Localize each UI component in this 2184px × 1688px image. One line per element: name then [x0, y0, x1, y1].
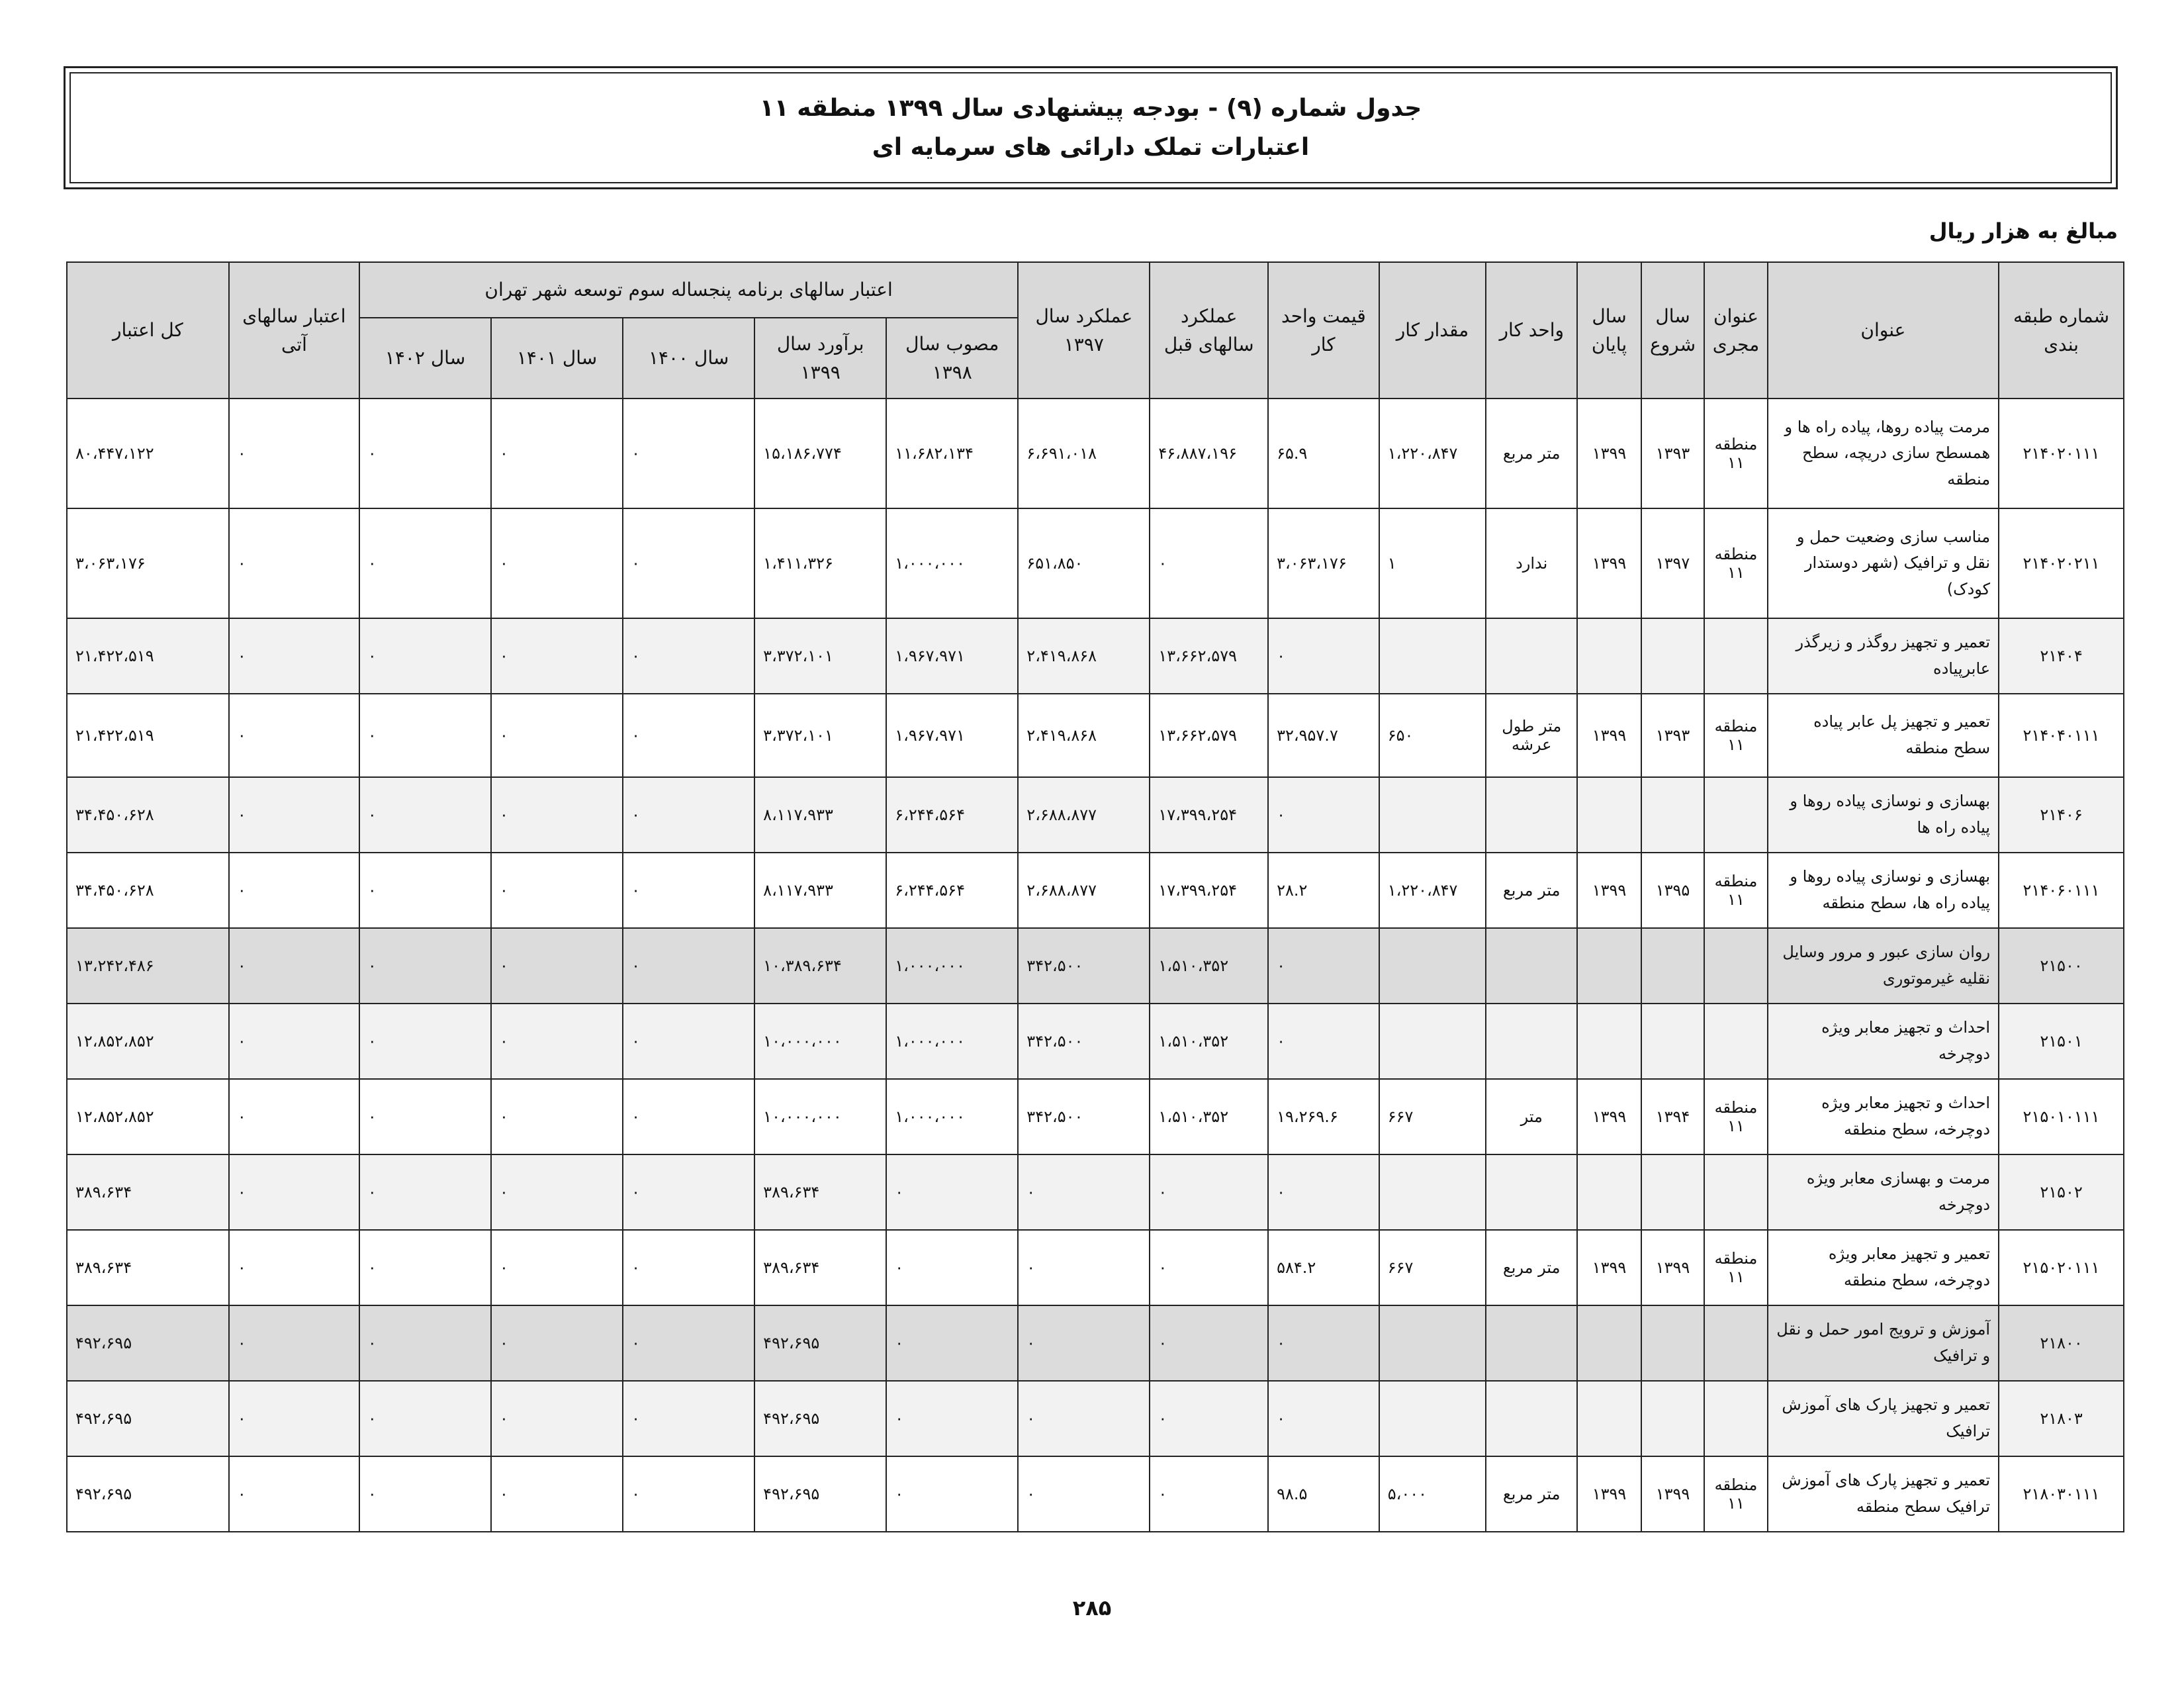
- cell-quantity: [1379, 1305, 1486, 1381]
- cell-future-years: ۰: [229, 1004, 359, 1079]
- cell-title: تعمیر و تجهیز پل عابر پیاده سطح منطقه: [1768, 694, 1999, 777]
- cell-executor: [1704, 618, 1767, 694]
- col-end-year: سال پایان: [1577, 262, 1641, 399]
- cell-year-1402: ۰: [359, 1305, 491, 1381]
- cell-title: تعمیر و تجهیز روگذر و زیرگذر عابرپیاده: [1768, 618, 1999, 694]
- cell-title: بهسازی و نوسازی پیاده روها و پیاده راه ها، سطح منطقه: [1768, 853, 1999, 928]
- cell-total: ۴۹۲،۶۹۵: [67, 1381, 229, 1456]
- cell-start-year: ۱۳۹۳: [1641, 694, 1704, 777]
- currency-unit-note: مبالغ به هزار ریال: [1929, 218, 2118, 244]
- cell-approved-1398: ۶،۲۴۴،۵۶۴: [886, 853, 1018, 928]
- table-row: [67, 928, 2124, 1004]
- cell-end-year: ۱۳۹۹: [1577, 1230, 1641, 1305]
- cell-unit-price: ۳۲،۹۵۷.۷: [1268, 694, 1379, 777]
- cell-code: ۲۱۴۰۴: [1999, 618, 2124, 694]
- cell-year-1400: ۰: [623, 508, 754, 618]
- cell-quantity: ۱: [1379, 508, 1486, 618]
- cell-year-1400: ۰: [623, 1305, 754, 1381]
- cell-estimate-1399: ۱۰،۰۰۰،۰۰۰: [754, 1079, 886, 1154]
- cell-unit-price: ۰: [1268, 1305, 1379, 1381]
- cell-quantity: ۶۶۷: [1379, 1230, 1486, 1305]
- cell-performance-1397: ۰: [1018, 1230, 1150, 1305]
- cell-end-year: ۱۳۹۹: [1577, 1456, 1641, 1532]
- table-row: [67, 777, 2124, 853]
- cell-unit-price: ۶۵.۹: [1268, 399, 1379, 508]
- cell-estimate-1399: ۴۹۲،۶۹۵: [754, 1381, 886, 1456]
- cell-executor: [1704, 777, 1767, 853]
- cell-year-1401: ۰: [491, 1456, 623, 1532]
- cell-unit: [1486, 1381, 1577, 1456]
- cell-approved-1398: ۱،۰۰۰،۰۰۰: [886, 1079, 1018, 1154]
- cell-prev-performance: ۱،۵۱۰،۳۵۲: [1150, 1004, 1268, 1079]
- cell-end-year: ۱۳۹۹: [1577, 1079, 1641, 1154]
- cell-year-1402: ۰: [359, 618, 491, 694]
- cell-approved-1398: ۰: [886, 1230, 1018, 1305]
- cell-quantity: ۶۵۰: [1379, 694, 1486, 777]
- cell-year-1401: ۰: [491, 1230, 623, 1305]
- cell-future-years: ۰: [229, 1079, 359, 1154]
- cell-year-1402: ۰: [359, 1154, 491, 1230]
- cell-unit: ندارد: [1486, 508, 1577, 618]
- cell-end-year: ۱۳۹۹: [1577, 399, 1641, 508]
- cell-future-years: ۰: [229, 1456, 359, 1532]
- cell-code: ۲۱۴۰۶۰۱۱۱: [1999, 853, 2124, 928]
- cell-estimate-1399: ۸،۱۱۷،۹۳۳: [754, 853, 886, 928]
- cell-year-1400: ۰: [623, 777, 754, 853]
- cell-start-year: ۱۳۹۷: [1641, 508, 1704, 618]
- cell-year-1401: ۰: [491, 1305, 623, 1381]
- cell-code: ۲۱۵۰۲۰۱۱۱: [1999, 1230, 2124, 1305]
- cell-unit: متر مربع: [1486, 1456, 1577, 1532]
- cell-performance-1397: ۶،۶۹۱،۰۱۸: [1018, 399, 1150, 508]
- cell-performance-1397: ۳۴۲،۵۰۰: [1018, 928, 1150, 1004]
- cell-approved-1398: ۰: [886, 1154, 1018, 1230]
- cell-performance-1397: ۰: [1018, 1154, 1150, 1230]
- cell-prev-performance: ۰: [1150, 1381, 1268, 1456]
- cell-performance-1397: ۲،۴۱۹،۸۶۸: [1018, 694, 1150, 777]
- cell-title: تعمیر و تجهیز پارک های آموزش ترافیک سطح منطقه: [1768, 1456, 1999, 1532]
- table-row: [67, 399, 2124, 508]
- table-header: [67, 262, 2124, 399]
- cell-year-1401: ۰: [491, 1079, 623, 1154]
- cell-estimate-1399: ۴۹۲،۶۹۵: [754, 1456, 886, 1532]
- cell-year-1402: ۰: [359, 853, 491, 928]
- cell-year-1401: ۰: [491, 928, 623, 1004]
- cell-year-1401: ۰: [491, 853, 623, 928]
- cell-code: ۲۱۵۰۰: [1999, 928, 2124, 1004]
- cell-end-year: ۱۳۹۹: [1577, 694, 1641, 777]
- cell-unit: متر: [1486, 1079, 1577, 1154]
- table-row: [67, 1381, 2124, 1456]
- cell-unit-price: ۹۸.۵: [1268, 1456, 1379, 1532]
- cell-executor: منطقه ۱۱: [1704, 853, 1767, 928]
- cell-executor: منطقه ۱۱: [1704, 508, 1767, 618]
- cell-performance-1397: ۶۵۱،۸۵۰: [1018, 508, 1150, 618]
- cell-executor: [1704, 1004, 1767, 1079]
- cell-total: ۱۲،۸۵۲،۸۵۲: [67, 1004, 229, 1079]
- cell-year-1401: ۰: [491, 618, 623, 694]
- cell-code: ۲۱۴۰۴۰۱۱۱: [1999, 694, 2124, 777]
- cell-executor: [1704, 1154, 1767, 1230]
- cell-title: تعمیر و تجهیز پارک های آموزش ترافیک: [1768, 1381, 1999, 1456]
- cell-future-years: ۰: [229, 1305, 359, 1381]
- cell-unit: متر مربع: [1486, 853, 1577, 928]
- cell-total: ۲۱،۴۲۲،۵۱۹: [67, 618, 229, 694]
- cell-future-years: ۰: [229, 399, 359, 508]
- cell-performance-1397: ۰: [1018, 1305, 1150, 1381]
- cell-prev-performance: ۰: [1150, 1230, 1268, 1305]
- cell-performance-1397: ۰: [1018, 1381, 1150, 1456]
- cell-executor: [1704, 1381, 1767, 1456]
- cell-unit: [1486, 1004, 1577, 1079]
- cell-code: ۲۱۸۰۳: [1999, 1381, 2124, 1456]
- cell-unit: متر مربع: [1486, 1230, 1577, 1305]
- cell-unit-price: ۰: [1268, 1154, 1379, 1230]
- cell-start-year: [1641, 1305, 1704, 1381]
- cell-unit-price: ۰: [1268, 928, 1379, 1004]
- cell-future-years: ۰: [229, 1381, 359, 1456]
- cell-quantity: [1379, 1154, 1486, 1230]
- table-row: [67, 1305, 2124, 1381]
- cell-estimate-1399: ۳،۳۷۲،۱۰۱: [754, 618, 886, 694]
- cell-future-years: ۰: [229, 618, 359, 694]
- cell-code: ۲۱۵۰۱: [1999, 1004, 2124, 1079]
- table-row: [67, 508, 2124, 618]
- cell-start-year: ۱۳۹۹: [1641, 1456, 1704, 1532]
- cell-approved-1398: ۰: [886, 1456, 1018, 1532]
- cell-year-1400: ۰: [623, 618, 754, 694]
- cell-future-years: ۰: [229, 508, 359, 618]
- cell-future-years: ۰: [229, 853, 359, 928]
- cell-start-year: [1641, 1154, 1704, 1230]
- col-prev-performance: عملکرد سالهای قبل: [1150, 262, 1268, 399]
- cell-code: ۲۱۸۰۳۰۱۱۱: [1999, 1456, 2124, 1532]
- cell-approved-1398: ۱۱،۶۸۲،۱۳۴: [886, 399, 1018, 508]
- cell-approved-1398: ۱،۹۶۷،۹۷۱: [886, 618, 1018, 694]
- cell-quantity: [1379, 1381, 1486, 1456]
- cell-year-1402: ۰: [359, 1456, 491, 1532]
- table-row: [67, 1154, 2124, 1230]
- cell-quantity: [1379, 777, 1486, 853]
- col-group-five-year-plan: اعتبار سالهای برنامه پنجساله سوم توسعه شهر تهران: [359, 262, 1018, 318]
- col-executor: عنوان مجری: [1704, 262, 1767, 399]
- cell-year-1400: ۰: [623, 853, 754, 928]
- cell-estimate-1399: ۱۰،۰۰۰،۰۰۰: [754, 1004, 886, 1079]
- cell-start-year: ۱۳۹۴: [1641, 1079, 1704, 1154]
- cell-prev-performance: ۱۳،۶۶۲،۵۷۹: [1150, 694, 1268, 777]
- col-year-1400: سال ۱۴۰۰: [623, 318, 754, 399]
- cell-prev-performance: ۱،۵۱۰،۳۵۲: [1150, 1079, 1268, 1154]
- cell-unit: [1486, 1305, 1577, 1381]
- cell-unit-price: ۲۸.۲: [1268, 853, 1379, 928]
- cell-executor: منطقه ۱۱: [1704, 399, 1767, 508]
- cell-title: مناسب سازی وضعیت حمل و نقل و ترافیک (شهر دوستدار کودک): [1768, 508, 1999, 618]
- cell-end-year: [1577, 928, 1641, 1004]
- cell-unit-price: ۱۹،۲۶۹.۶: [1268, 1079, 1379, 1154]
- table-title: جدول شماره (۹) - بودجه پیشنهادی سال ۱۳۹۹ منطقه ۱۱: [759, 95, 1422, 122]
- cell-end-year: [1577, 1004, 1641, 1079]
- cell-total: ۳۴،۴۵۰،۶۲۸: [67, 853, 229, 928]
- cell-estimate-1399: ۳۸۹،۶۳۴: [754, 1230, 886, 1305]
- cell-year-1401: ۰: [491, 1381, 623, 1456]
- cell-year-1402: ۰: [359, 399, 491, 508]
- col-unit: واحد کار: [1486, 262, 1577, 399]
- col-year-1402: سال ۱۴۰۲: [359, 318, 491, 399]
- cell-unit: [1486, 618, 1577, 694]
- cell-end-year: ۱۳۹۹: [1577, 508, 1641, 618]
- cell-year-1402: ۰: [359, 1079, 491, 1154]
- cell-approved-1398: ۰: [886, 1305, 1018, 1381]
- cell-estimate-1399: ۱۵،۱۸۶،۷۷۴: [754, 399, 886, 508]
- table-row: [67, 694, 2124, 777]
- cell-start-year: [1641, 1381, 1704, 1456]
- cell-quantity: [1379, 928, 1486, 1004]
- cell-performance-1397: ۲،۶۸۸،۸۷۷: [1018, 777, 1150, 853]
- cell-executor: [1704, 928, 1767, 1004]
- table-row: [67, 853, 2124, 928]
- cell-executor: [1704, 1305, 1767, 1381]
- cell-unit-price: ۵۸۴.۲: [1268, 1230, 1379, 1305]
- cell-performance-1397: ۳۴۲،۵۰۰: [1018, 1004, 1150, 1079]
- cell-quantity: ۱،۲۲۰،۸۴۷: [1379, 853, 1486, 928]
- cell-prev-performance: ۰: [1150, 1305, 1268, 1381]
- cell-year-1400: ۰: [623, 694, 754, 777]
- col-title: عنوان: [1768, 262, 1999, 399]
- cell-total: ۱۳،۲۴۲،۴۸۶: [67, 928, 229, 1004]
- cell-estimate-1399: ۱،۴۱۱،۳۲۶: [754, 508, 886, 618]
- cell-estimate-1399: ۳۸۹،۶۳۴: [754, 1154, 886, 1230]
- cell-prev-performance: ۱۳،۶۶۲،۵۷۹: [1150, 618, 1268, 694]
- cell-total: ۱۲،۸۵۲،۸۵۲: [67, 1079, 229, 1154]
- cell-start-year: ۱۳۹۵: [1641, 853, 1704, 928]
- table-row: [67, 1004, 2124, 1079]
- cell-unit-price: ۰: [1268, 618, 1379, 694]
- cell-year-1401: ۰: [491, 694, 623, 777]
- cell-prev-performance: ۱۷،۳۹۹،۲۵۴: [1150, 777, 1268, 853]
- cell-title: مرمت و بهسازی معابر ویژه دوچرخه: [1768, 1154, 1999, 1230]
- cell-prev-performance: ۰: [1150, 508, 1268, 618]
- cell-code: ۲۱۴۰۲۰۱۱۱: [1999, 399, 2124, 508]
- col-performance-1397: عملکرد سال ۱۳۹۷: [1018, 262, 1150, 399]
- table-row: [67, 618, 2124, 694]
- cell-estimate-1399: ۳،۳۷۲،۱۰۱: [754, 694, 886, 777]
- cell-performance-1397: ۲،۶۸۸،۸۷۷: [1018, 853, 1150, 928]
- cell-prev-performance: ۴۶،۸۸۷،۱۹۶: [1150, 399, 1268, 508]
- col-unit-price: قیمت واحد کار: [1268, 262, 1379, 399]
- cell-total: ۳،۰۶۳،۱۷۶: [67, 508, 229, 618]
- cell-title: احداث و تجهیز معابر ویژه دوچرخه، سطح منطقه: [1768, 1079, 1999, 1154]
- cell-future-years: ۰: [229, 1230, 359, 1305]
- cell-year-1401: ۰: [491, 1004, 623, 1079]
- cell-executor: منطقه ۱۱: [1704, 694, 1767, 777]
- cell-executor: منطقه ۱۱: [1704, 1230, 1767, 1305]
- cell-code: ۲۱۵۰۱۰۱۱۱: [1999, 1079, 2124, 1154]
- table-row: [67, 1079, 2124, 1154]
- col-start-year: سال شروع: [1641, 262, 1704, 399]
- cell-year-1400: ۰: [623, 1154, 754, 1230]
- cell-code: ۲۱۵۰۲: [1999, 1154, 2124, 1230]
- cell-total: ۸۰،۴۴۷،۱۲۲: [67, 399, 229, 508]
- cell-year-1402: ۰: [359, 1004, 491, 1079]
- cell-year-1400: ۰: [623, 1004, 754, 1079]
- table-row: [67, 1456, 2124, 1532]
- table-row: [67, 1230, 2124, 1305]
- cell-total: ۳۴،۴۵۰،۶۲۸: [67, 777, 229, 853]
- cell-approved-1398: ۱،۰۰۰،۰۰۰: [886, 928, 1018, 1004]
- budget-table: [66, 261, 2124, 1532]
- cell-start-year: [1641, 618, 1704, 694]
- cell-start-year: [1641, 1004, 1704, 1079]
- cell-quantity: [1379, 1004, 1486, 1079]
- cell-title: آموزش و ترویج امور حمل و نقل و ترافیک: [1768, 1305, 1999, 1381]
- cell-unit-price: ۰: [1268, 1381, 1379, 1456]
- cell-unit: [1486, 777, 1577, 853]
- cell-code: ۲۱۴۰۲۰۲۱۱: [1999, 508, 2124, 618]
- col-future-years: اعتبار سالهای آتی: [229, 262, 359, 399]
- cell-performance-1397: ۲،۴۱۹،۸۶۸: [1018, 618, 1150, 694]
- title-box: [64, 66, 2118, 189]
- cell-year-1402: ۰: [359, 777, 491, 853]
- cell-approved-1398: ۱،۰۰۰،۰۰۰: [886, 1004, 1018, 1079]
- cell-unit: [1486, 1154, 1577, 1230]
- cell-prev-performance: ۱۷،۳۹۹،۲۵۴: [1150, 853, 1268, 928]
- cell-year-1400: ۰: [623, 928, 754, 1004]
- col-estimate-1399: برآورد سال ۱۳۹۹: [754, 318, 886, 399]
- cell-year-1400: ۰: [623, 1381, 754, 1456]
- cell-approved-1398: ۱،۹۶۷،۹۷۱: [886, 694, 1018, 777]
- cell-future-years: ۰: [229, 928, 359, 1004]
- cell-year-1401: ۰: [491, 508, 623, 618]
- cell-title: تعمیر و تجهیز معابر ویژه دوچرخه، سطح منطقه: [1768, 1230, 1999, 1305]
- col-total: کل اعتبار: [67, 262, 229, 399]
- cell-year-1401: ۰: [491, 399, 623, 508]
- cell-performance-1397: ۰: [1018, 1456, 1150, 1532]
- cell-unit-price: ۰: [1268, 1004, 1379, 1079]
- cell-year-1401: ۰: [491, 777, 623, 853]
- cell-unit: متر طول عرشه: [1486, 694, 1577, 777]
- cell-start-year: [1641, 928, 1704, 1004]
- cell-executor: منطقه ۱۱: [1704, 1456, 1767, 1532]
- cell-title: احداث و تجهیز معابر ویژه دوچرخه: [1768, 1004, 1999, 1079]
- cell-end-year: [1577, 777, 1641, 853]
- cell-start-year: [1641, 777, 1704, 853]
- table-subtitle: اعتبارات تملک دارائی های سرمایه ای: [872, 134, 1310, 161]
- cell-year-1400: ۰: [623, 1079, 754, 1154]
- cell-estimate-1399: ۴۹۲،۶۹۵: [754, 1305, 886, 1381]
- cell-quantity: ۱،۲۲۰،۸۴۷: [1379, 399, 1486, 508]
- cell-approved-1398: ۰: [886, 1381, 1018, 1456]
- col-quantity: مقدار کار: [1379, 262, 1486, 399]
- cell-total: ۲۱،۴۲۲،۵۱۹: [67, 694, 229, 777]
- cell-prev-performance: ۱،۵۱۰،۳۵۲: [1150, 928, 1268, 1004]
- cell-year-1400: ۰: [623, 1456, 754, 1532]
- cell-code: ۲۱۴۰۶: [1999, 777, 2124, 853]
- cell-prev-performance: ۰: [1150, 1154, 1268, 1230]
- cell-year-1401: ۰: [491, 1154, 623, 1230]
- cell-end-year: [1577, 618, 1641, 694]
- cell-unit: متر مربع: [1486, 399, 1577, 508]
- cell-quantity: ۶۶۷: [1379, 1079, 1486, 1154]
- cell-unit: [1486, 928, 1577, 1004]
- cell-future-years: ۰: [229, 777, 359, 853]
- cell-total: ۴۹۲،۶۹۵: [67, 1305, 229, 1381]
- cell-start-year: ۱۳۹۳: [1641, 399, 1704, 508]
- page-number: ۲۸۵: [1072, 1595, 1112, 1620]
- cell-year-1400: ۰: [623, 399, 754, 508]
- cell-estimate-1399: ۸،۱۱۷،۹۳۳: [754, 777, 886, 853]
- col-code: شماره طبقه بندی: [1999, 262, 2124, 399]
- title-box-inner: [69, 72, 2112, 183]
- cell-performance-1397: ۳۴۲،۵۰۰: [1018, 1079, 1150, 1154]
- table-body: [67, 399, 2124, 1532]
- cell-start-year: ۱۳۹۹: [1641, 1230, 1704, 1305]
- cell-title: مرمت پیاده روها، پیاده راه ها و همسطح سازی دریچه، سطح منطقه: [1768, 399, 1999, 508]
- cell-year-1402: ۰: [359, 928, 491, 1004]
- cell-executor: منطقه ۱۱: [1704, 1079, 1767, 1154]
- cell-prev-performance: ۰: [1150, 1456, 1268, 1532]
- col-year-1401: سال ۱۴۰۱: [491, 318, 623, 399]
- cell-year-1400: ۰: [623, 1230, 754, 1305]
- cell-year-1402: ۰: [359, 508, 491, 618]
- cell-quantity: ۵،۰۰۰: [1379, 1456, 1486, 1532]
- cell-unit-price: ۳،۰۶۳،۱۷۶: [1268, 508, 1379, 618]
- cell-estimate-1399: ۱۰،۳۸۹،۶۳۴: [754, 928, 886, 1004]
- cell-title: روان سازی عبور و مرور وسایل نقلیه غیرموتوری: [1768, 928, 1999, 1004]
- cell-end-year: ۱۳۹۹: [1577, 853, 1641, 928]
- cell-approved-1398: ۶،۲۴۴،۵۶۴: [886, 777, 1018, 853]
- cell-unit-price: ۰: [1268, 777, 1379, 853]
- cell-end-year: [1577, 1154, 1641, 1230]
- cell-approved-1398: ۱،۰۰۰،۰۰۰: [886, 508, 1018, 618]
- cell-total: ۳۸۹،۶۳۴: [67, 1230, 229, 1305]
- cell-future-years: ۰: [229, 694, 359, 777]
- cell-total: ۳۸۹،۶۳۴: [67, 1154, 229, 1230]
- cell-year-1402: ۰: [359, 694, 491, 777]
- col-approved-1398: مصوب سال ۱۳۹۸: [886, 318, 1018, 399]
- cell-end-year: [1577, 1381, 1641, 1456]
- cell-future-years: ۰: [229, 1154, 359, 1230]
- cell-end-year: [1577, 1305, 1641, 1381]
- cell-year-1402: ۰: [359, 1230, 491, 1305]
- cell-title: بهسازی و نوسازی پیاده روها و پیاده راه ها: [1768, 777, 1999, 853]
- cell-code: ۲۱۸۰۰: [1999, 1305, 2124, 1381]
- cell-quantity: [1379, 618, 1486, 694]
- cell-total: ۴۹۲،۶۹۵: [67, 1456, 229, 1532]
- cell-year-1402: ۰: [359, 1381, 491, 1456]
